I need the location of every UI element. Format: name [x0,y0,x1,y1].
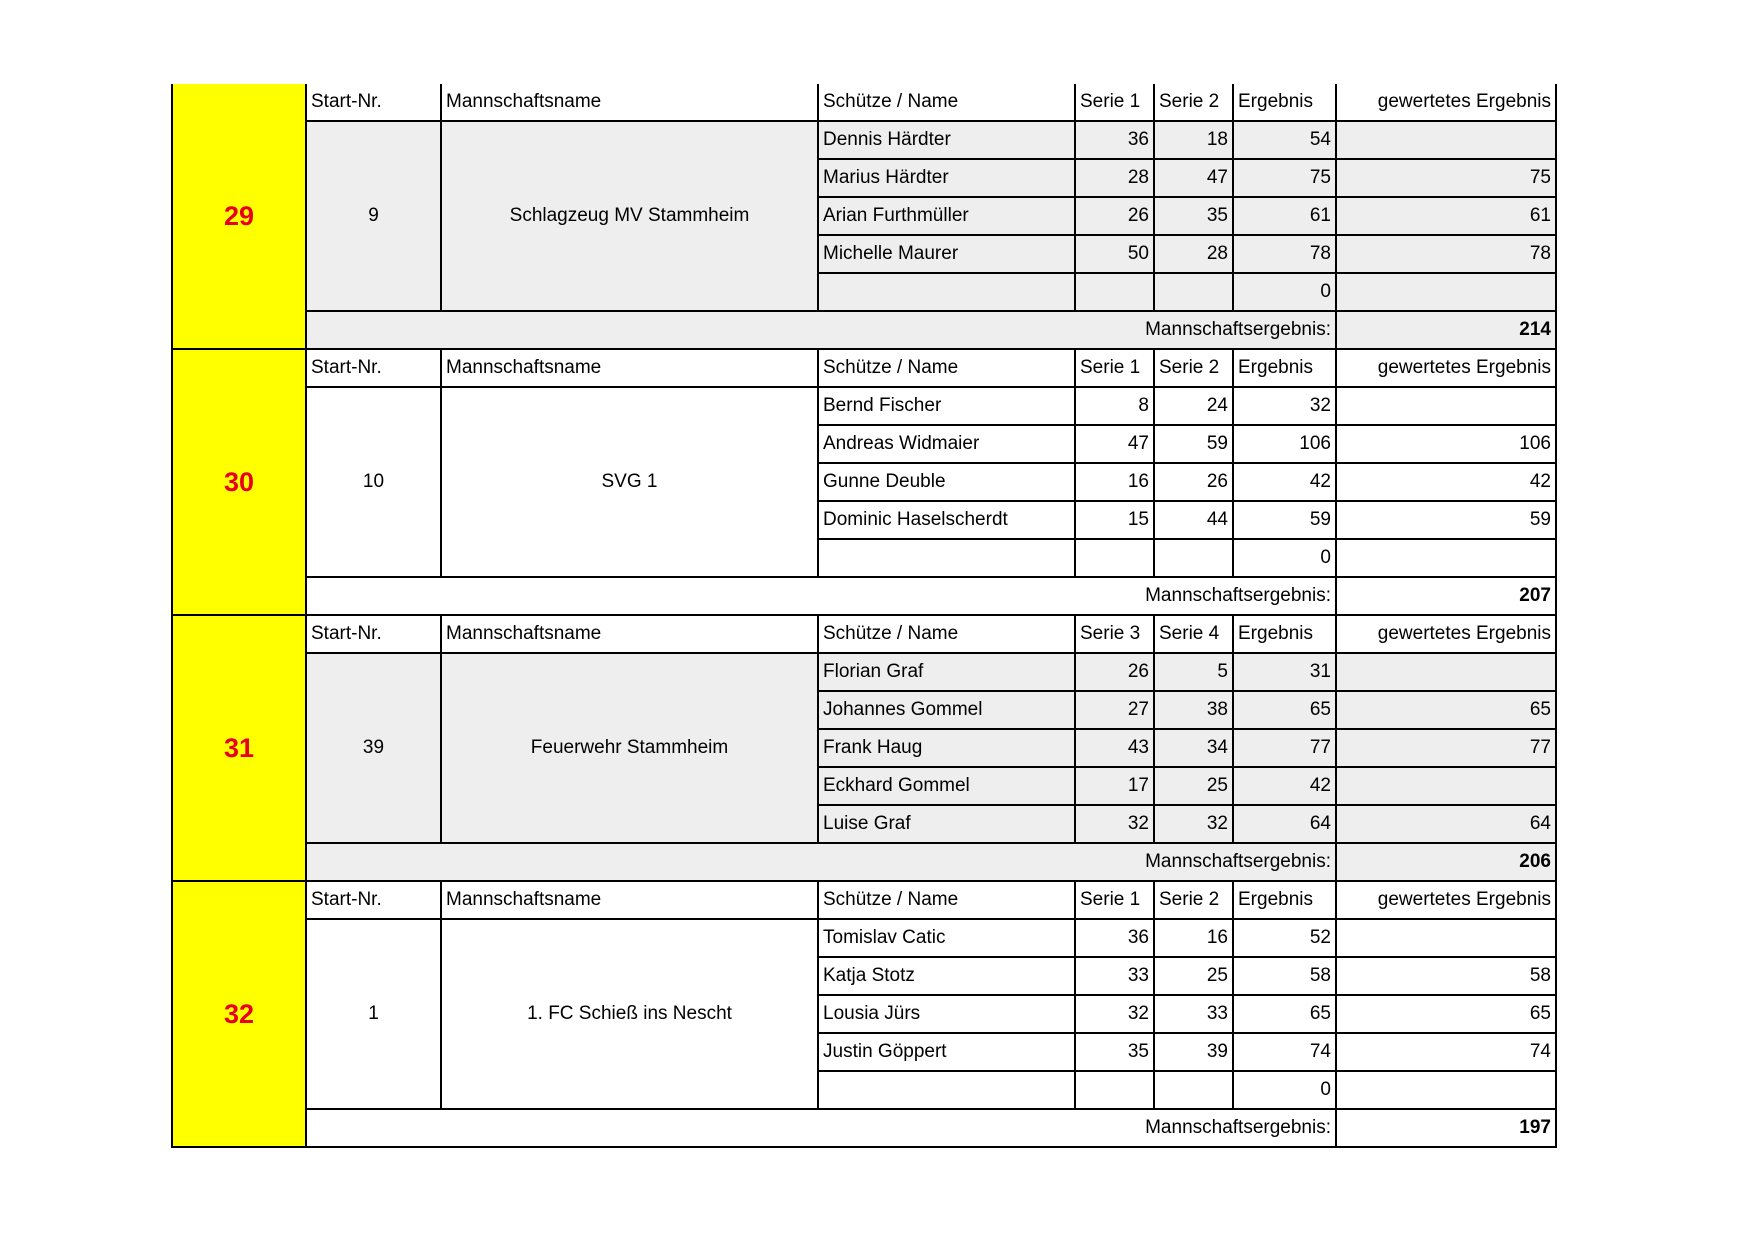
header-row [307,616,1556,653]
shooter-name: Gunne Deuble [818,463,1075,501]
header-start-nr: Start-Nr. [307,350,441,387]
shooter-name: Michelle Maurer [818,235,1075,273]
rank-cell [173,616,307,880]
series-a-score: 36 [1075,919,1154,957]
total-row [307,843,1556,881]
series-a-score: 32 [1075,805,1154,843]
series-b-score [1154,539,1233,577]
series-b-score [1154,273,1233,311]
series-b-score [1154,1071,1233,1109]
series-b-score: 39 [1154,1033,1233,1071]
shooter-name: Dennis Härdter [818,121,1075,159]
result-score: 65 [1233,995,1336,1033]
result-score: 78 [1233,235,1336,273]
series-a-score: 26 [1075,197,1154,235]
shooter-name: Justin Göppert [818,1033,1075,1071]
team-block [171,616,1554,882]
series-a-score: 28 [1075,159,1154,197]
series-a-score: 8 [1075,387,1154,425]
series-a-score: 32 [1075,995,1154,1033]
team-name: 1. FC Schieß ins Nescht [441,919,818,1109]
header-series-b: Serie 2 [1154,84,1233,121]
team-total: 206 [1336,843,1556,881]
header-shooter: Schütze / Name [818,882,1075,919]
header-team-name: Mannschaftsname [441,84,818,121]
header-result: Ergebnis [1233,882,1336,919]
rank-number: 31 [223,732,255,763]
counted-score: 65 [1336,691,1556,729]
team-block [171,84,1554,350]
team-total: 214 [1336,311,1556,349]
counted-score: 78 [1336,235,1556,273]
shooter-name [818,273,1075,311]
result-score: 42 [1233,463,1336,501]
rank-cell [173,350,307,614]
start-number: 39 [307,653,441,843]
result-score: 65 [1233,691,1336,729]
header-result: Ergebnis [1233,350,1336,387]
result-score: 74 [1233,1033,1336,1071]
counted-score: 42 [1336,463,1556,501]
header-shooter: Schütze / Name [818,84,1075,121]
shooter-name: Andreas Widmaier [818,425,1075,463]
result-score: 0 [1233,1071,1336,1109]
team-table [307,350,1557,616]
series-a-score [1075,1071,1154,1109]
result-score: 75 [1233,159,1336,197]
header-series-b: Serie 2 [1154,882,1233,919]
header-series-b: Serie 2 [1154,350,1233,387]
counted-score [1336,919,1556,957]
series-a-score: 27 [1075,691,1154,729]
counted-score: 61 [1336,197,1556,235]
result-score: 54 [1233,121,1336,159]
team-name: SVG 1 [441,387,818,577]
series-b-score: 33 [1154,995,1233,1033]
header-series-b: Serie 4 [1154,616,1233,653]
series-b-score: 16 [1154,919,1233,957]
header-counted: gewertetes Ergebnis [1336,616,1556,653]
shooter-name: Luise Graf [818,805,1075,843]
series-b-score: 25 [1154,767,1233,805]
rank-cell [173,882,307,1146]
shooter-name: Florian Graf [818,653,1075,691]
result-score: 0 [1233,539,1336,577]
total-label: Mannschaftsergebnis: [307,1109,1336,1147]
header-team-name: Mannschaftsname [441,882,818,919]
shooter-row [307,387,1556,425]
header-row [307,882,1556,919]
shooter-name [818,1071,1075,1109]
series-b-score: 26 [1154,463,1233,501]
counted-score: 106 [1336,425,1556,463]
shooter-name: Bernd Fischer [818,387,1075,425]
series-b-score: 5 [1154,653,1233,691]
series-b-score: 18 [1154,121,1233,159]
team-total: 207 [1336,577,1556,615]
counted-score: 65 [1336,995,1556,1033]
total-label: Mannschaftsergebnis: [307,311,1336,349]
shooter-name: Marius Härdter [818,159,1075,197]
shooter-row [307,919,1556,957]
header-result: Ergebnis [1233,84,1336,121]
counted-score [1336,121,1556,159]
result-score: 32 [1233,387,1336,425]
series-a-score: 33 [1075,957,1154,995]
series-b-score: 38 [1154,691,1233,729]
header-counted: gewertetes Ergebnis [1336,882,1556,919]
counted-score: 74 [1336,1033,1556,1071]
series-a-score [1075,539,1154,577]
series-a-score: 35 [1075,1033,1154,1071]
team-name: Schlagzeug MV Stammheim [441,121,818,311]
shooter-name: Dominic Haselscherdt [818,501,1075,539]
series-b-score: 32 [1154,805,1233,843]
header-team-name: Mannschaftsname [441,616,818,653]
series-a-score [1075,273,1154,311]
total-label: Mannschaftsergebnis: [307,577,1336,615]
result-score: 64 [1233,805,1336,843]
header-row [307,350,1556,387]
shooter-name: Katja Stotz [818,957,1075,995]
counted-score: 64 [1336,805,1556,843]
series-a-score: 15 [1075,501,1154,539]
result-score: 61 [1233,197,1336,235]
result-score: 52 [1233,919,1336,957]
counted-score: 75 [1336,159,1556,197]
series-b-score: 28 [1154,235,1233,273]
header-series-a: Serie 1 [1075,882,1154,919]
header-row [307,84,1556,121]
header-result: Ergebnis [1233,616,1336,653]
team-table [307,616,1557,882]
header-shooter: Schütze / Name [818,616,1075,653]
team-block [171,882,1554,1148]
team-total: 197 [1336,1109,1556,1147]
total-row [307,311,1556,349]
shooter-row [307,121,1556,159]
series-a-score: 26 [1075,653,1154,691]
header-shooter: Schütze / Name [818,350,1075,387]
shooter-name [818,539,1075,577]
team-block [171,350,1554,616]
header-series-a: Serie 3 [1075,616,1154,653]
shooter-row [307,653,1556,691]
counted-score [1336,387,1556,425]
shooter-name: Frank Haug [818,729,1075,767]
series-a-score: 43 [1075,729,1154,767]
header-start-nr: Start-Nr. [307,616,441,653]
start-number: 10 [307,387,441,577]
header-start-nr: Start-Nr. [307,882,441,919]
result-score: 58 [1233,957,1336,995]
series-b-score: 34 [1154,729,1233,767]
result-score: 0 [1233,273,1336,311]
team-table [307,84,1557,350]
counted-score: 59 [1336,501,1556,539]
counted-score [1336,539,1556,577]
header-start-nr: Start-Nr. [307,84,441,121]
results-sheet [171,84,1554,1148]
counted-score [1336,273,1556,311]
series-b-score: 59 [1154,425,1233,463]
rank-cell [173,84,307,348]
result-score: 77 [1233,729,1336,767]
counted-score: 77 [1336,729,1556,767]
result-score: 59 [1233,501,1336,539]
rank-number: 30 [223,466,255,497]
header-series-a: Serie 1 [1075,350,1154,387]
shooter-name: Tomislav Catic [818,919,1075,957]
series-a-score: 17 [1075,767,1154,805]
series-b-score: 47 [1154,159,1233,197]
shooter-name: Johannes Gommel [818,691,1075,729]
shooter-name: Lousia Jürs [818,995,1075,1033]
team-name: Feuerwehr Stammheim [441,653,818,843]
result-score: 106 [1233,425,1336,463]
series-a-score: 50 [1075,235,1154,273]
shooter-name: Arian Furthmüller [818,197,1075,235]
team-table [307,882,1557,1148]
rank-number: 32 [223,998,255,1029]
header-counted: gewertetes Ergebnis [1336,350,1556,387]
series-b-score: 25 [1154,957,1233,995]
series-a-score: 36 [1075,121,1154,159]
total-label: Mannschaftsergebnis: [307,843,1336,881]
series-b-score: 44 [1154,501,1233,539]
series-b-score: 24 [1154,387,1233,425]
counted-score [1336,1071,1556,1109]
start-number: 1 [307,919,441,1109]
result-score: 31 [1233,653,1336,691]
counted-score [1336,653,1556,691]
rank-number: 29 [223,200,255,231]
header-counted: gewertetes Ergebnis [1336,84,1556,121]
series-b-score: 35 [1154,197,1233,235]
shooter-name: Eckhard Gommel [818,767,1075,805]
series-a-score: 47 [1075,425,1154,463]
series-a-score: 16 [1075,463,1154,501]
start-number: 9 [307,121,441,311]
total-row [307,1109,1556,1147]
total-row [307,577,1556,615]
counted-score [1336,767,1556,805]
counted-score: 58 [1336,957,1556,995]
header-team-name: Mannschaftsname [441,350,818,387]
result-score: 42 [1233,767,1336,805]
header-series-a: Serie 1 [1075,84,1154,121]
